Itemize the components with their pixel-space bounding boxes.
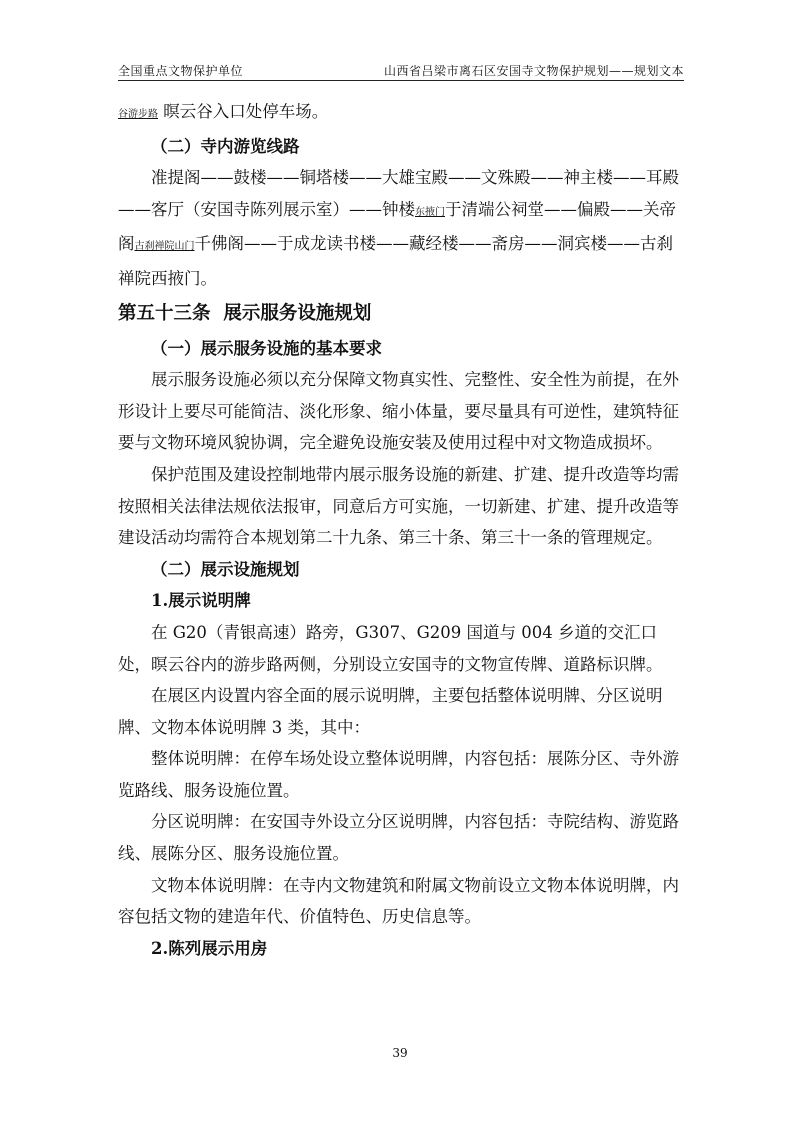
section-heading-display-plan: （二）展示设施规划 (151, 559, 300, 579)
inline-annotation: 谷游步路 (118, 109, 158, 120)
subheading-exhibition-rooms: 2.陈列展示用房 (151, 938, 268, 958)
inline-annotation: 古刹禅院山门 (134, 241, 195, 253)
inline-annotation: 东掖门 (415, 206, 445, 218)
route-text-2: 于清端公祠堂——偏殿——关帝阁 (118, 199, 676, 254)
paragraph-continuation (118, 96, 684, 131)
paragraph-requirements: 展示服务设施必须以充分保障文物真实性、完整性、安全性为前提，在外形设计上要尽可能简洁、淡化形象、缩小体量，要尽量具有可逆性，建筑特征要与文物环境风貌协调，完全避免设施安装及使用过程中对文物造成损坏。 (118, 370, 679, 453)
page-number: 39 (392, 1046, 408, 1060)
paragraph-sign-types: 在展区内设置内容全面的展示说明牌，主要包括整体说明牌、分区说明牌、文物本体说明牌 3 类，其中： (118, 686, 663, 737)
route-text-3: 千佛阁——于成龙读书楼——藏经楼——斋房——洞宾楼——古刹禅院西掖门。 (118, 234, 673, 288)
header-right: 山西省吕梁市离石区安国寺文物保护规划——规划文本 (383, 64, 684, 78)
route-text-1: 准提阁——鼓楼——铜塔楼——大雄宝殿——文殊殿——神主楼——耳殿——客厅（安国寺陈列展示室）——钟楼 (118, 168, 679, 219)
paragraph-approval: 保护范围及建设控制地带内展示服务设施的新建、扩建、提升改造等均需按照相关法律法规依法报审，同意后方可实施，一切新建、扩建、提升改造等建设活动均需符合本规划第二十九条、第三十条、第三十一条的管理规定。 (118, 464, 679, 548)
article-heading: 第五十三条 展示服务设施规划 (118, 302, 372, 324)
subheading-signboards: 1.展示说明牌 (151, 591, 251, 611)
header-left: 全国重点文物保护单位 (118, 64, 244, 78)
page-header (118, 62, 684, 81)
section-heading-requirements: （一）展示服务设施的基本要求 (151, 338, 382, 358)
section-heading-tour-route: （二）寺内游览线路 (151, 136, 300, 156)
paragraph-roadside-signs: 在 G20（青银高速）路旁，G307、G209 国道与 004 乡道的交汇口处，暝云谷内的游步路两侧，分别设立安国寺的文物宣传牌、道路标识牌。 (118, 622, 663, 674)
paragraph-route (118, 162, 684, 294)
document-body (118, 96, 684, 964)
paragraph-overall-sign: 整体说明牌：在停车场处设立整体说明牌，内容包括：展陈分区、寺外游览路线、服务设施位置。 (118, 749, 679, 800)
paragraph-zone-sign: 分区说明牌：在安国寺外设立分区说明牌，内容包括：寺院结构、游览路线、展陈分区、服务设施位置。 (118, 812, 679, 864)
paragraph-text: 暝云谷入口处停车场。 (163, 102, 329, 121)
paragraph-relic-sign: 文物本体说明牌：在寺内文物建筑和附属文物前设立文物本体说明牌，内容包括文物的建造年代、价值特色、历史信息等。 (118, 875, 679, 927)
